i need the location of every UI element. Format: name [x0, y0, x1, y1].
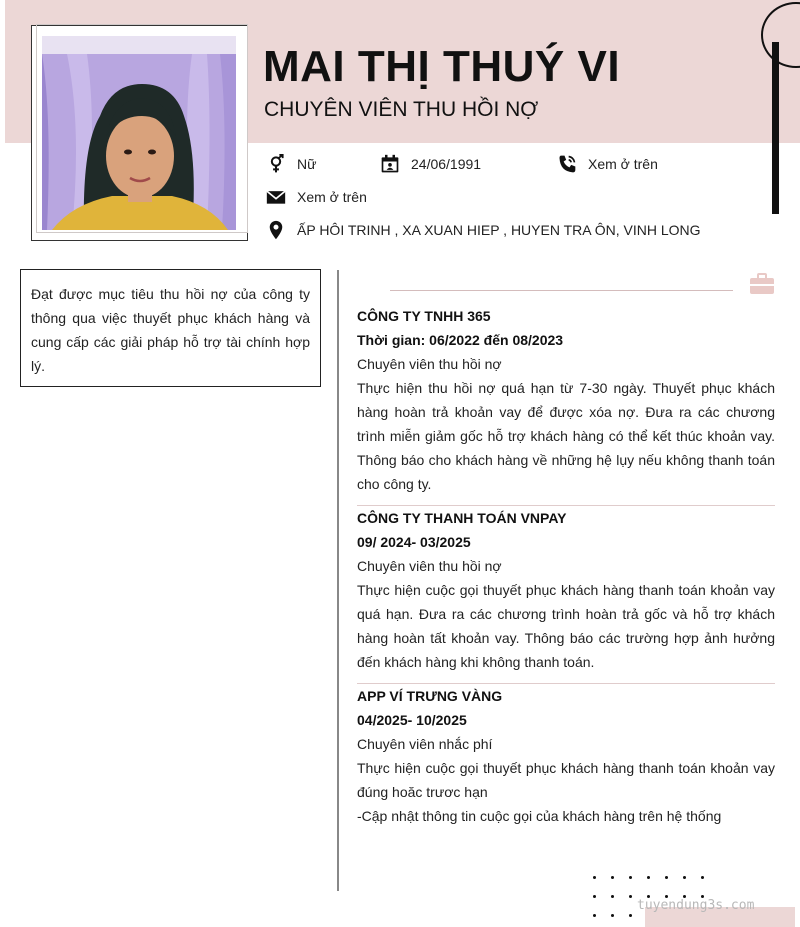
experience-item [357, 506, 775, 674]
description: Thực hiện cuộc gọi thuyết phục khách hàng thanh toán khoản vay đúng hoăc trươc hạn [357, 760, 775, 800]
description-extra: -Cập nhật thông tin cuộc gọi của khách hàng trên hệ thống [357, 808, 722, 824]
dot [611, 876, 614, 879]
email-value: Xem ở trên [297, 189, 367, 205]
column-divider [337, 270, 339, 891]
experience-item [357, 304, 775, 496]
position: Chuyên viên thu hồi nợ [357, 558, 502, 574]
phone-value: Xem ở trên [588, 156, 658, 172]
company-name: CÔNG TY THANH TOÁN VNPAY [357, 510, 567, 526]
briefcase-icon [749, 272, 775, 296]
experience-item [357, 684, 775, 828]
dot [611, 914, 614, 917]
email-icon [265, 186, 287, 208]
calendar-icon [379, 153, 401, 175]
section-line [390, 290, 733, 291]
info-birthday [379, 153, 481, 175]
dot [611, 895, 614, 898]
dot [593, 914, 596, 917]
dot [701, 876, 704, 879]
dot [647, 876, 650, 879]
career-objective: Đạt được mục tiêu thu hồi nợ của công ty thông qua việc thuyết phục khách hàng và cung cấp các giải pháp hỗ trợ tài chính hợp lý. [20, 269, 321, 387]
dot [629, 895, 632, 898]
phone-icon [556, 153, 578, 175]
dot [629, 914, 632, 917]
position: Chuyên viên nhắc phí [357, 736, 493, 752]
candidate-role: CHUYÊN VIÊN THU HỒI NỢ [264, 98, 539, 121]
gender-value: Nữ [297, 156, 317, 172]
decorative-bar [772, 42, 779, 214]
birthday-value: 24/06/1991 [411, 156, 482, 172]
company-name: APP VÍ TRƯNG VÀNG [357, 688, 503, 704]
experience-time: 04/2025- 10/2025 [357, 712, 467, 728]
gender-icon [265, 153, 287, 175]
watermark: tuyendung3s.com [637, 898, 755, 913]
address-value: ẤP HÔI TRINH , XA XUAN HIEP , HUYEN TRA ÔN, VINH LONG [297, 222, 701, 238]
description: Thực hiện cuộc gọi thuyết phục khách hàng thanh toán khoản vay quá hạn. Đưa ra các chương trình hoàn trả gốc và hỗ trợ khách hàng hoàn tất khoản vay. Thông báo các trường hợp ảnh hưởng đến khách hàng khi không thanh toán. [357, 582, 775, 670]
info-gender [265, 153, 316, 175]
candidate-name: MAI THỊ THUÝ VI [263, 42, 621, 91]
dot [665, 876, 668, 879]
position: Chuyên viên thu hồi nợ [357, 356, 502, 372]
dot [629, 876, 632, 879]
company-name: CÔNG TY TNHH 365 [357, 308, 491, 324]
dot [593, 895, 596, 898]
description: Thực hiện thu hồi nợ quá hạn từ 7-30 ngày. Thuyết phục khách hàng hoàn trả khoản vay để được xóa nợ. Đưa ra các chương trình miễn giảm gốc hỗ trợ khách hàng có thể kết thúc khoản vay. Thông báo cho khách hàng về những hệ lụy nếu không thanh toán cho công ty. [357, 380, 775, 492]
experience-time: 09/ 2024- 03/2025 [357, 534, 471, 550]
experience-time: Thời gian: 06/2022 đến 08/2023 [357, 332, 564, 348]
dot [683, 876, 686, 879]
location-icon [265, 219, 287, 241]
dot [593, 876, 596, 879]
info-email [265, 186, 367, 208]
avatar [42, 36, 236, 230]
info-phone [556, 153, 658, 175]
info-address [265, 219, 701, 241]
